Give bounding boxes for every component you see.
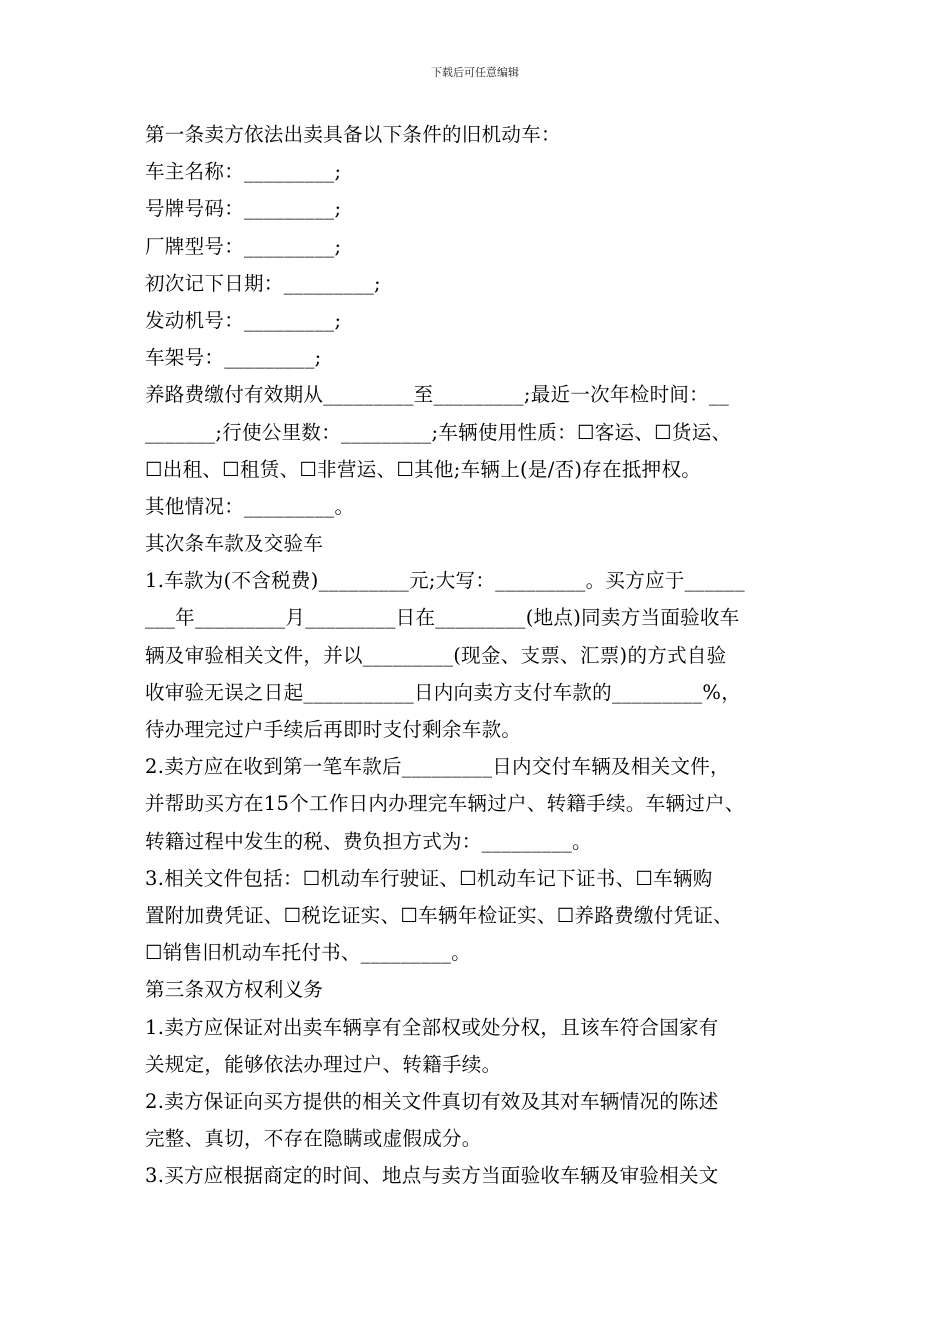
text-line: 3.买方应根据商定的时间、地点与卖方当面验收车辆及审验相关文 [145,1164,719,1188]
text-line: 车主名称：_________; [145,160,342,184]
text-line: 第一条卖方依法出卖具备以下条件的旧机动车： [145,123,561,146]
page-header-note: 下载后可任意编辑 [431,66,519,79]
text-line: 关规定，能够依法办理过户、转籍手续。 [145,1052,502,1076]
text-line: 完整、真切，不存在隐瞒或虚假成分。 [145,1127,482,1151]
text-line: _______;行使公里数：_________;车辆使用性质：☐客运、☐货运、 [145,420,732,444]
section-heading: 其次条车款及交验车 [145,532,324,556]
section-heading: 第三条双方权利义务 [145,978,324,1002]
text-line: 1.车款为(不含税费)_________元;大写：_________。买方应于______ [145,569,745,593]
text-line: 其他情况：_________。 [145,494,355,518]
text-line: 2.卖方保证向买方提供的相关文件真切有效及其对车辆情况的陈述 [145,1089,719,1113]
text-line: 号牌号码：_________; [145,197,342,221]
text-line: 并帮助买方在15个工作日内办理完车辆过户、转籍手续。车辆过户、 [145,792,745,816]
text-line: 车架号：_________; [145,346,322,370]
text-line: 养路费缴付有效期从_________至_________;最近一次年检时间：__ [145,383,730,407]
document-body [145,116,835,1194]
text-line: 待办理完过户手续后再即时支付剩余车款。 [145,718,522,741]
text-line: ☐出租、☐租赁、☐非营运、☐其他;车辆上(是/否)存在抵押权。 [145,457,702,481]
text-line: 3.相关文件包括：☐机动车行驶证、☐机动车记下证书、☐车辆购 [145,866,713,890]
text-line: 2.卖方应在收到第一笔车款后_________日内交付车辆及相关文件， [145,755,730,779]
text-line: 厂牌型号：_________; [145,234,342,258]
text-line: 初次记下日期：_________; [145,271,381,295]
text-line: ☐销售旧机动车托付书、_________。 [145,941,472,965]
text-line: 辆及审验相关文件，并以_________(现金、支票、汇票)的方式自验 [145,643,727,667]
text-line: 发动机号：_________; [145,308,342,332]
text-line: 置附加费凭证、☐税讫证实、☐车辆年检证实、☐养路费缴付凭证、 [145,903,733,927]
text-line: 转籍过程中发生的税、费负担方式为：_________。 [145,829,592,853]
text-line: ___年_________月_________日在_________(地点)同卖方当面验收车 [145,606,740,630]
text-line: 1.卖方应保证对出卖车辆享有全部权或处分权，且该车符合国家有 [145,1015,719,1039]
text-line: 收审验无误之日起___________日内向卖方支付车款的_________%， [145,680,742,704]
